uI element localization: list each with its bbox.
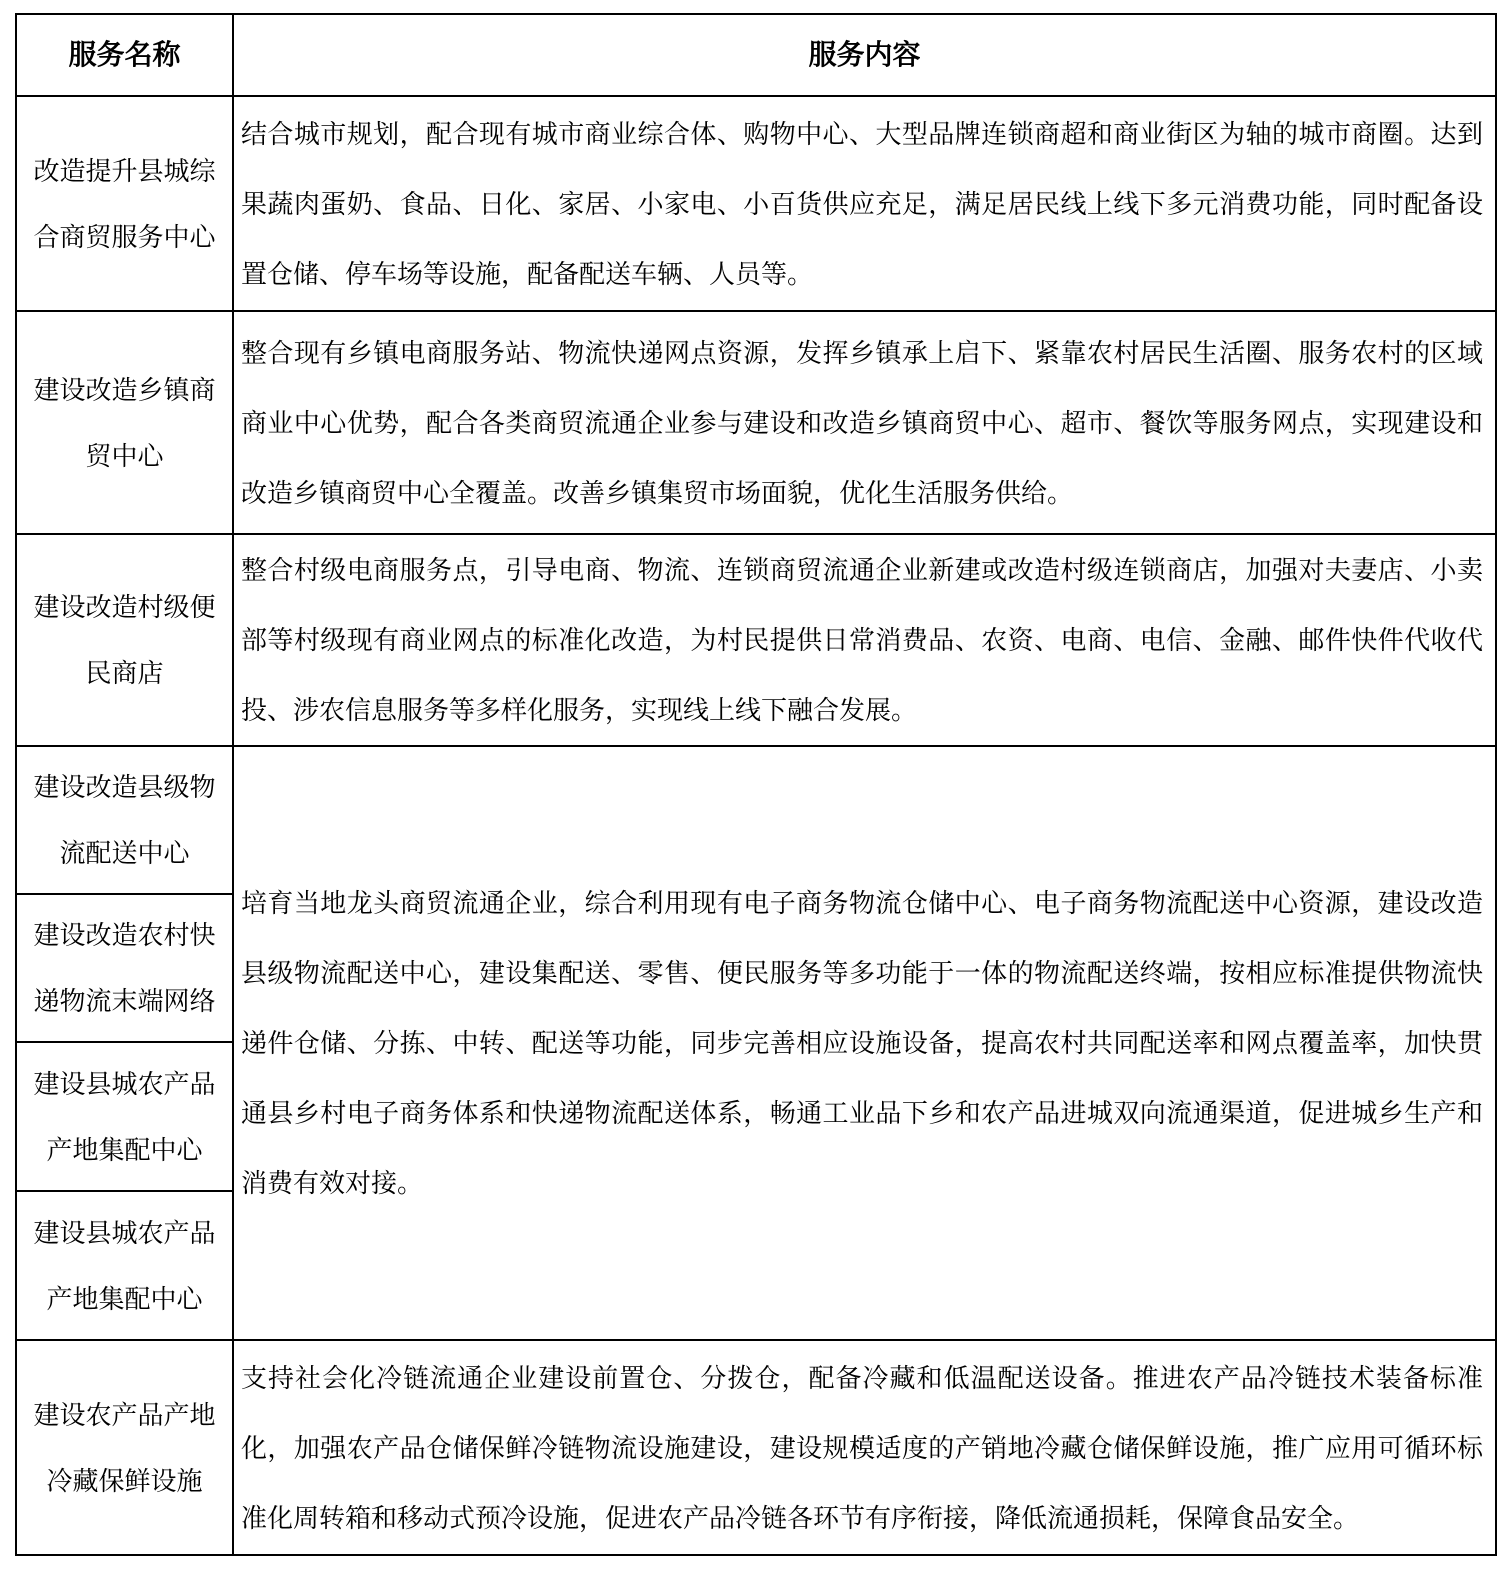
service-name-cell: 建设改造乡镇商贸中心 <box>16 311 233 534</box>
service-name-cell: 建设县城农产品产地集配中心 <box>16 1042 233 1191</box>
service-name-cell: 改造提升县城综合商贸服务中心 <box>16 96 233 311</box>
service-name-cell: 建设改造县级物流配送中心 <box>16 746 233 894</box>
service-name-cell: 建设农产品产地冷藏保鲜设施 <box>16 1340 233 1555</box>
service-content-cell: 整合村级电商服务点，引导电商、物流、连锁商贸流通企业新建或改造村级连锁商店，加强对夫妻店、小卖部等村级现有商业网点的标准化改造，为村民提供日常消费品、农资、电商、电信、金融、邮件快件代收代投、涉农信息服务等多样化服务，实现线上线下融合发展。 <box>233 534 1496 746</box>
service-content-cell: 结合城市规划，配合现有城市商业综合体、购物中心、大型品牌连锁商超和商业街区为轴的城市商圈。达到果蔬肉蛋奶、食品、日化、家居、小家电、小百货供应充足，满足居民线上线下多元消费功能，同时配备设置仓储、停车场等设施，配备配送车辆、人员等。 <box>233 96 1496 311</box>
service-content-cell: 整合现有乡镇电商服务站、物流快递网点资源，发挥乡镇承上启下、紧靠农村居民生活圈、服务农村的区域商业中心优势，配合各类商贸流通企业参与建设和改造乡镇商贸中心、超市、餐饮等服务网点，实现建设和改造乡镇商贸中心全覆盖。改善乡镇集贸市场面貌，优化生活服务供给。 <box>233 311 1496 534</box>
table-row-county-commerce-center <box>16 96 1496 311</box>
service-name-cell: 建设改造农村快递物流末端网络 <box>16 894 233 1042</box>
services-table <box>15 13 1497 1556</box>
document-page <box>0 13 1510 1575</box>
table-header-row <box>16 14 1496 96</box>
table-row-township-trade-center <box>16 311 1496 534</box>
header-service-name: 服务名称 <box>16 14 233 96</box>
table-row-village-store <box>16 534 1496 746</box>
service-name-cell: 建设县城农产品产地集配中心 <box>16 1191 233 1340</box>
service-content-cell: 支持社会化冷链流通企业建设前置仓、分拨仓，配备冷藏和低温配送设备。推进农产品冷链技术装备标准化，加强农产品仓储保鲜冷链物流设施建设，建设规模适度的产销地冷藏仓储保鲜设施，推广应用可循环标准化周转箱和移动式预冷设施，促进农产品冷链各环节有序衔接，降低流通损耗，保障食品安全。 <box>233 1340 1496 1555</box>
table-row-cold-chain-facilities <box>16 1340 1496 1555</box>
table-row-county-logistics-center <box>16 746 1496 894</box>
service-name-cell: 建设改造村级便民商店 <box>16 534 233 746</box>
service-content-cell-merged: 培育当地龙头商贸流通企业，综合利用现有电子商务物流仓储中心、电子商务物流配送中心资源，建设改造县级物流配送中心，建设集配送、零售、便民服务等多功能于一体的物流配送终端，按相应标准提供物流快递件仓储、分拣、中转、配送等功能，同步完善相应设施设备，提高农村共同配送率和网点覆盖率，加快贯通县乡村电子商务体系和快递物流配送体系，畅通工业品下乡和农产品进城双向流通渠道，促进城乡生产和消费有效对接。 <box>233 746 1496 1340</box>
header-service-content: 服务内容 <box>233 14 1496 96</box>
